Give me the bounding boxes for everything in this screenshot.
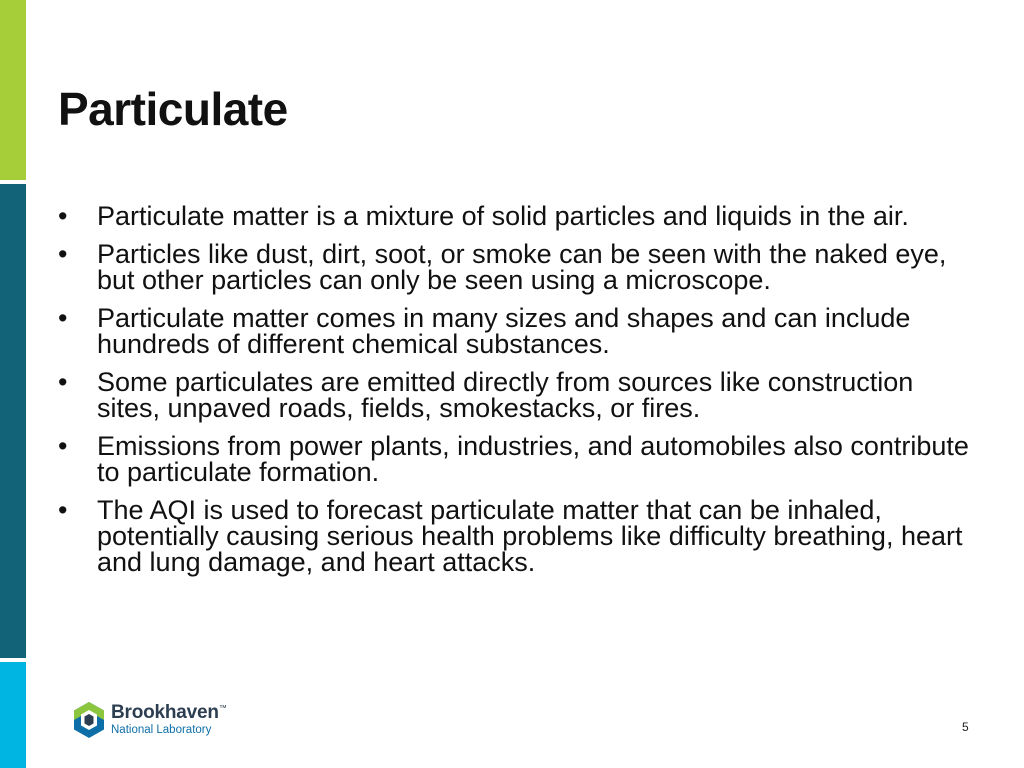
hexagon-logo-icon xyxy=(71,700,107,740)
bullet-list xyxy=(58,203,978,587)
bullet-marker: • xyxy=(58,367,68,397)
logo-subtitle: National Laboratory xyxy=(111,724,212,736)
bullet-item xyxy=(58,369,978,421)
brookhaven-logo xyxy=(71,700,241,740)
bullet-item xyxy=(58,241,978,293)
trademark-symbol: ™ xyxy=(218,703,227,713)
accent-stripe-cyan xyxy=(0,662,26,768)
logo-name xyxy=(111,702,227,724)
bullet-marker: • xyxy=(58,431,68,461)
bullet-text: Particulate matter comes in many sizes and shapes and can include hundreds of different chemical substances. xyxy=(97,303,911,359)
bullet-text: Particulate matter is a mixture of solid particles and liquids in the air. xyxy=(97,201,909,231)
bullet-text: Particles like dust, dirt, soot, or smoke can be seen with the naked eye, but other particles can only be seen using a microscope. xyxy=(97,239,947,295)
accent-stripe-green xyxy=(0,0,26,180)
bullet-marker: • xyxy=(58,303,68,333)
bullet-text: The AQI is used to forecast particulate matter that can be inhaled, potentially causing serious health problems like difficulty breathing, heart and lung damage, and heart attacks. xyxy=(97,495,963,577)
slide-title: Particulate xyxy=(58,83,288,135)
bullet-item xyxy=(58,305,978,357)
bullet-text: Some particulates are emitted directly from sources like construction sites, unpaved roads, fields, smokestacks, or fires. xyxy=(97,367,914,423)
bullet-item xyxy=(58,433,978,485)
bullet-text: Emissions from power plants, industries, and automobiles also contribute to particulate formation. xyxy=(97,431,969,487)
bullet-marker: • xyxy=(58,239,68,269)
accent-stripe-teal xyxy=(0,184,26,658)
bullet-marker: • xyxy=(58,201,68,231)
bullet-marker: • xyxy=(58,495,68,525)
bullet-item xyxy=(58,497,978,575)
logo-name-text: Brookhaven xyxy=(111,702,219,723)
bullet-item xyxy=(58,203,978,229)
page-number: 5 xyxy=(962,720,969,734)
